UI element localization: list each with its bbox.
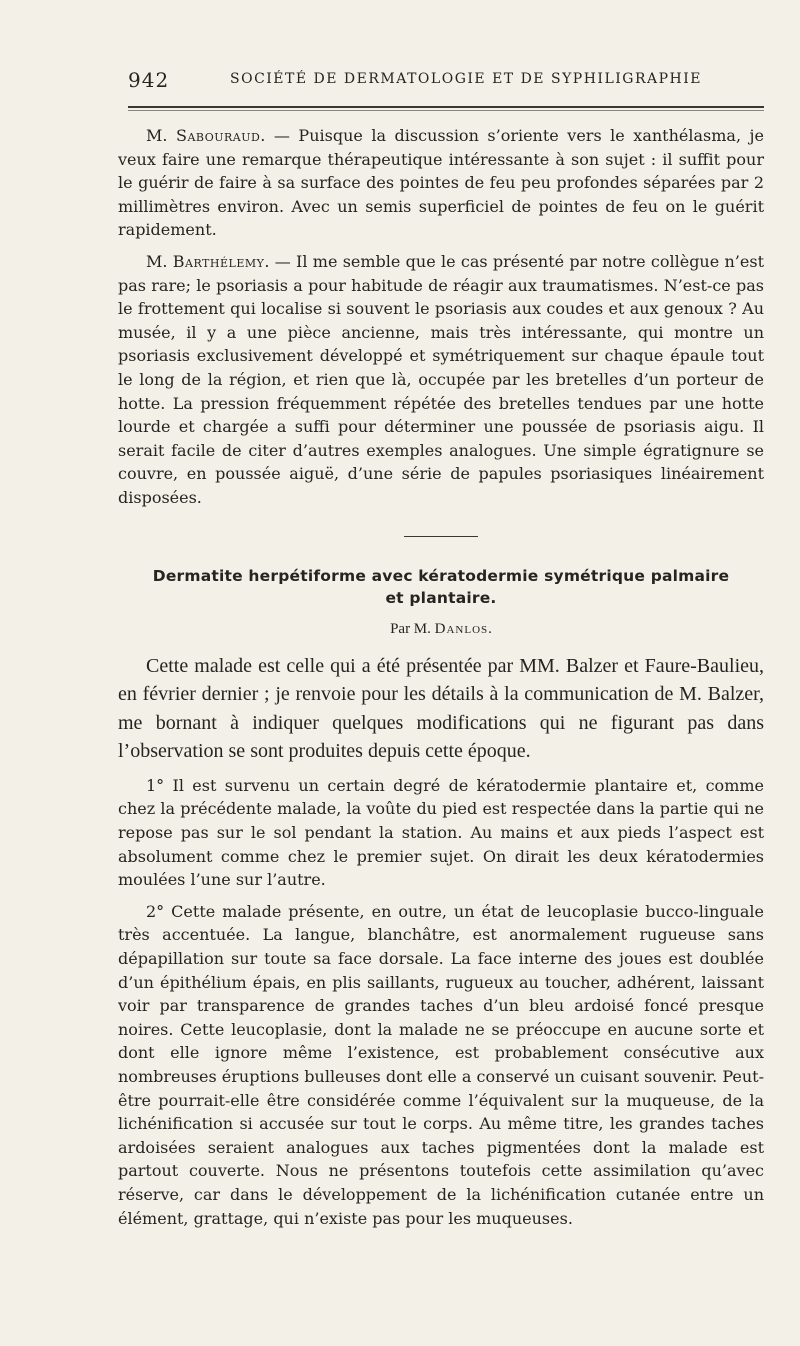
speaker-prefix: M. — [146, 251, 173, 271]
article-point-2: 2° Cette malade présente, en outre, un état de leucoplasie bucco-linguale très accentuée. La langue, blanchâtre, est anormalement rugueuse sans dépapillation sur toute sa face dorsale. La face interne des joues est doublée d’un épithélium épais, en plis saillants, rugueux au toucher, adhérent, laissant voir par transparence de grandes taches d’un bleu ardoisé foncé presque noires. Cette leucoplasie, dont la malade ne se préoccupe en aucune sorte et dont elle ignore même l’existence, est probablement consécutive aux nombreuses éruptions bulleuses dont elle a conservé un cuisant souvenir. Peut-être pourrait-elle être considérée comme l’équivalent sur la muqueuse, de la lichénification si accusée sur tout le corps. Au même titre, les grandes taches ardoisées seraient analogues aux taches pigmentées dont la malade est partout couverte. Nous ne présentons toutefois cette assimilation qu’avec réserve, car dans le développement de la lichénification cutanée entre un élément, grattage, qui n’existe pas pour les muqueuses. — [118, 901, 764, 1228]
article-title-line-2: et plantaire. — [385, 588, 497, 607]
journal-title: SOCIÉTÉ DE DERMATOLOGIE ET DE SYPHILIGRAPHIE — [230, 71, 703, 87]
page-body — [118, 124, 764, 1230]
speaker-name: Barthélemy — [172, 251, 265, 271]
article-title — [118, 565, 764, 609]
header-rule-thin — [128, 110, 764, 111]
section-separator — [404, 536, 478, 537]
discussion-barthelemy — [118, 250, 764, 510]
byline-suffix: . — [488, 620, 492, 637]
speaker-name: Sabouraud — [176, 126, 261, 145]
byline-prefix: Par M. — [390, 620, 435, 637]
speaker-prefix: M. — [146, 126, 176, 145]
article-intro: Cette malade est celle qui a été présentée par MM. Balzer et Faure-Baulieu, en février dernier ; je renvoie pour les détails à la communication de M. Balzer, me bornant à indiquer quelques modifications qui ne figurant pas dans l’observation se sont produites depuis cette époque. — [118, 654, 764, 763]
page-number: 942 — [128, 68, 170, 92]
running-head — [118, 62, 764, 96]
article-author: Danlos — [434, 620, 489, 637]
header-rule — [128, 106, 764, 108]
discussion-sabouraud — [118, 124, 764, 242]
discussion-text: . — Puisque la discussion s’oriente vers le xanthélasma, je veux faire une remarque thérapeutique intéressante à son sujet : il suffit pour le guérir de faire à sa surface des pointes de feu peu profondes séparées par 2 millimètres environ. Avec un semis superficiel de pointes de feu on le guérit rapidement. — [118, 126, 764, 240]
book-page — [118, 62, 764, 1228]
discussion-text: . — Il me semble que le cas présenté par notre collègue n’est pas rare; le psoriasis a pour habitude de réagir aux traumatismes. N’est-ce pas le frottement qui localise si souvent le psoriasis aux coudes et aux genoux ? Au musée, il y a une pièce ancienne, mais très intéressante, qui montre un psoriasis exclusivement développé et symétriquement sur chaque épaule tout le long de la région, et rien que là, occupée par les bretelles d’un porteur de hotte. La pression fréquemment répétée des bretelles tendues par une hotte lourde et chargée a suffi pour déterminer une poussée de psoriasis aigu. Il serait facile de citer d’autres exemples analogues. Une simple égratignure se couvre, en poussée aiguë, d’une série de papules psoriasiques linéairement disposées. — [118, 251, 764, 507]
article-byline — [118, 621, 764, 638]
article-title-line-1: Dermatite herpétiforme avec kératodermie symétrique palmaire — [152, 566, 730, 585]
article-point-1: 1° Il est survenu un certain degré de kératodermie plantaire et, comme chez la précédente malade, la voûte du pied est respectée dans la partie qui ne repose pas sur le sol pendant la station. Au mains et aux pieds l’aspect est absolument comme chez le premier sujet. On dirait les deux kératodermies moulées l’une sur l’autre. — [118, 775, 764, 890]
